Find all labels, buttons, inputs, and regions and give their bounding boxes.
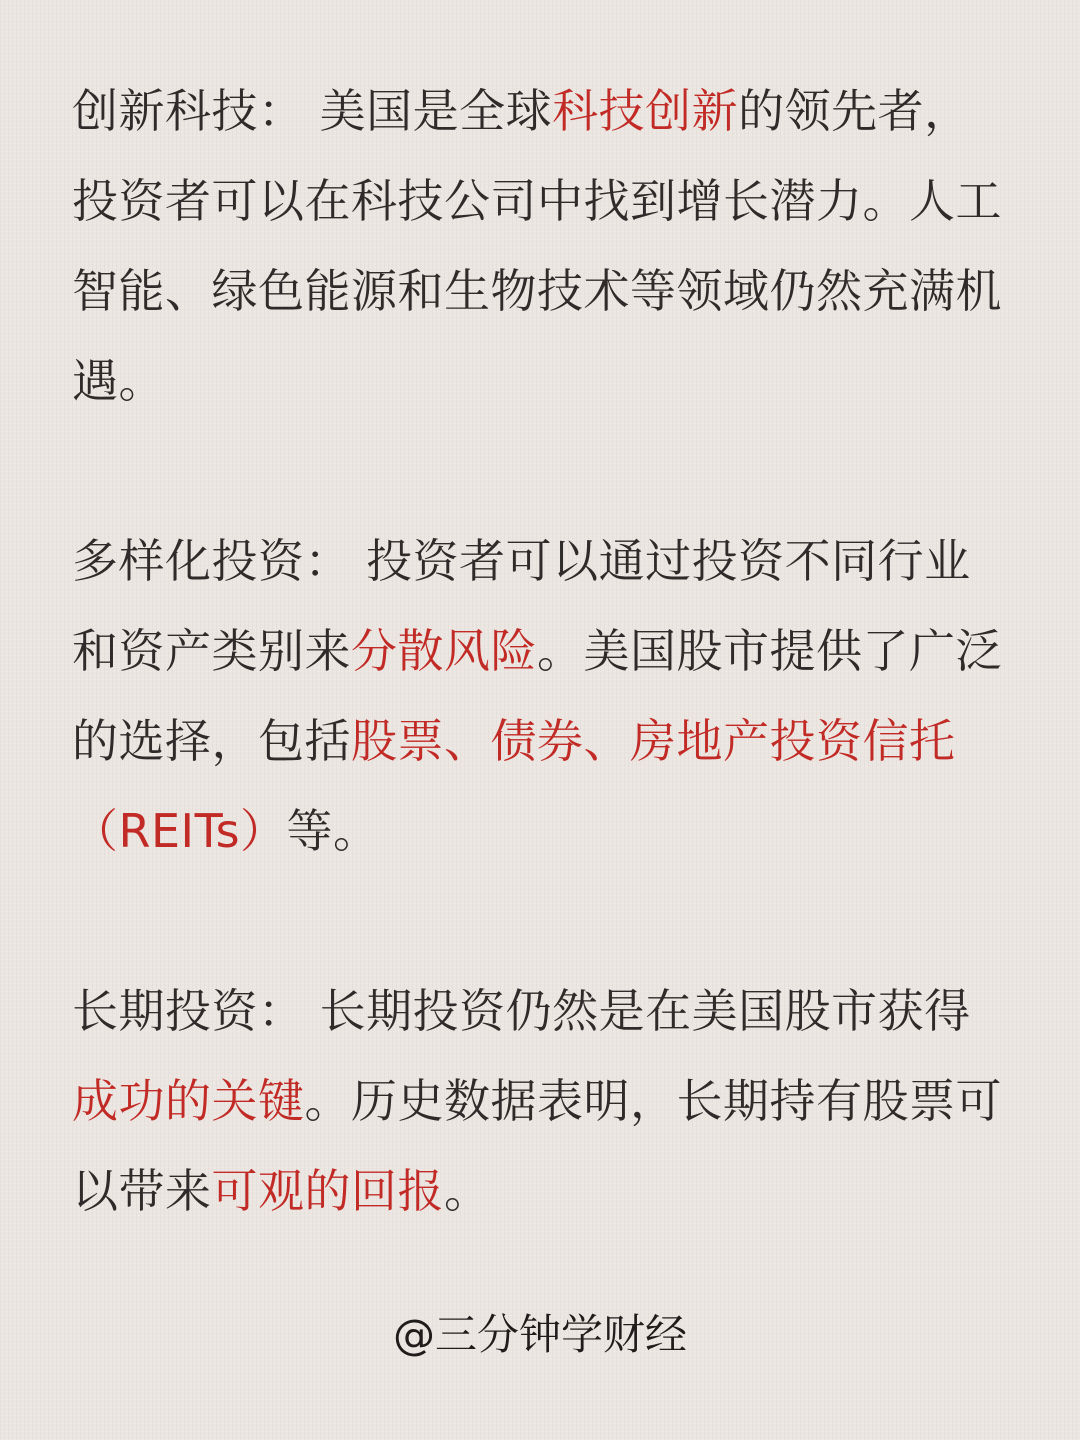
highlight-diversify-risk: 分散风险 (351, 624, 537, 678)
paragraph-text: 创新科技： 美国是全球 (72, 84, 553, 138)
paragraph-text: 等。 (286, 804, 380, 858)
paragraph-text: 。历史数据表明，长期持有股票可以带来 (72, 1074, 1002, 1218)
paragraph-long-term-investment (72, 966, 1016, 1236)
article-body (72, 66, 1016, 1326)
paragraph-text: 多样化投资： 投资者可以通过投资不同行业和资产类别来 (72, 534, 971, 678)
paragraph-innovation-tech (72, 66, 1016, 426)
highlight-key-to-success: 成功的关键 (72, 1074, 305, 1128)
paragraph-text: 长期投资： 长期投资仍然是在美国股市获得 (72, 984, 971, 1038)
highlight-tech-innovation: 科技创新 (552, 84, 739, 138)
highlight-asset-classes: 股票、债券、房地产投资信托（REITs） (72, 714, 956, 858)
highlight-considerable-returns: 可观的回报 (211, 1164, 444, 1218)
paragraph-text: 的领先者，投资者可以在科技公司中找到增长潜力。人工智能、绿色能源和生物技术等领域仍然充满机遇。 (72, 84, 1002, 408)
author-handle: @三分钟学财经 (392, 1310, 687, 1359)
paragraph-diversified-investment (72, 516, 1016, 876)
paragraph-text: 。美国股市提供了广泛的选择，包括 (72, 624, 1002, 768)
paragraph-text: 。 (444, 1164, 491, 1218)
